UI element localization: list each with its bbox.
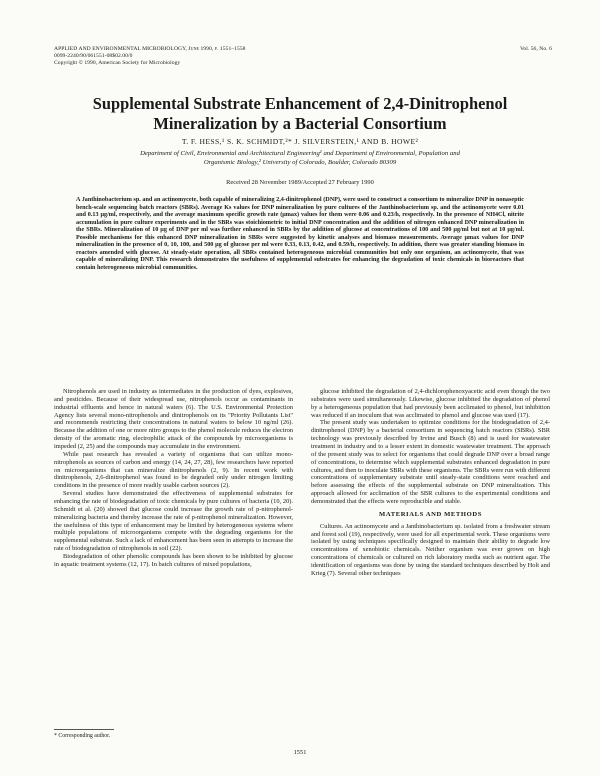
running-header — [54, 46, 552, 68]
body-paragraph: Nitrophenols are used in industry as intermediates in the production of dyes, explosives, and pesticides. Because of their widespread use, nitrophenols occur as contaminants in industrial effluents and hence in natural waters (6). The U.S. Environmental Protection Agency lists several mono-nitrophenols and dinitrophenols on its "Priority Pollutants List" and recommends restricting their concentrations in natural waters to below 10 ng/ml (26). Because the addition of one or more nitro groups to the phenol molecule reduces the electron density of the aromatic ring, electrophilic attack of the compounds by microorganisms is impeded (2, 25) and the compounds may accumulate in the environment. — [54, 388, 293, 451]
copyright-line: Copyright © 1990, American Society for Microbiology — [54, 60, 181, 67]
section-heading: MATERIALS AND METHODS — [379, 510, 482, 518]
body-paragraph: glucose inhibited the degradation of 2,4-dichlorophenoxyacetic acid even though the two substrates were used simultaneously. Likewise, glucose inhibited the degradation of phenol by a heterogeneous population that had previously been acclimated to phenol, but inhibition was reduced if an inoculum that was acclimated to phenol and glucose was used (17). — [311, 388, 550, 419]
methods-paragraph: Cultures. An actinomycete and a Janthinobacterium sp. isolated from a freshwater stream and forest soil (19), respectively, were used for all experimental work. These organisms were isolated by using techniques specifically designed to maintain their ability to degrade low concentrations of xenobiotic chemicals. Neither organism was ever grown on high concentrations of chemicals or cultured on rich laboratory media such as nutrient agar. The identification of organisms was done by using the standard techniques described by Holt and Krieg (7). Several other techniques — [311, 522, 550, 577]
body-paragraph: Several studies have demonstrated the effectiveness of supplemental substrates for enhancing the rate of biodegradation of toxic chemicals by pure cultures of bacteria (10, 20). Schmidt et al. (20) showed that glucose could increase the growth rate of p-nitrophenol-mineralizing bacteria and thereby increase the rate of p-nitrophenol mineralization. However, the usefulness of this type of enhancement may be limited by heterogeneous systems where multiple populations of microorganisms compete with the degrading organisms for the supplemental substrate. Such a lack of enhancement has been seen in attempts to increase the rate of biodegradation of nitrophenols in soil (22). — [54, 490, 293, 553]
affiliation-line-1: Department of Civil, Environmental and Architectural Engineering¹ and Department of Environmental, Population and — [140, 150, 460, 157]
right-text-column — [311, 388, 550, 578]
abstract: A Janthinobacterium sp. and an actinomycete, both capable of mineralizing 2,4-dinitrophenol (DNP), were used to construct a consortium to mineralize DNP in nonaseptic bench-scale sequencing batch reactors (SBRs). Average Ks values for DNP mineralization by pure cultures of the Janthinobacterium sp. and the actinomycete were 0.01 and 0.13 µg/ml, respectively, and the average maximum specific growth rate (µmax) values for them were 0.06 and 0.23/h, respectively. In the presence of NH4Cl, nitrite accumulation in pure culture experiments and in the SBRs was stoichiometric to initial DNP concentration and the addition of nitrogen enhanced DNP mineralization in the SBRs. Mineralization of 10 µg of DNP per ml was further enhanced in SBRs by the addition of glucose at concentrations of 100 and 500 µg/ml but not at 10 µg/ml. Possible mechanisms for this enhanced DNP mineralization in SBRs were suggested by kinetic analyses and biomass measurements. Average µmax values for DNP mineralization in the presence of 0, 10, 100, and 500 µg of glucose per ml were 0.33, 0.13, 0.42, and 0.59/h, respectively. In addition, there was greater standing biomass in reactors amended with glucose. At steady-state operation, all SBRs contained heterogeneous microbial communities but only one organism, an actinomycete, that was capable of mineralizing DNP. This research demonstrates the usefulness of supplemental substrates for enhancing the degradation of toxic chemicals in bioreactors that contain heterogeneous microbial communities. — [76, 197, 524, 271]
body-paragraph: Biodegradation of other phenolic compounds has been shown to be inhibited by glucose in aquatic treatment systems (12, 17). In batch cultures of mixed populations, — [54, 553, 293, 568]
page-number: 1551 — [293, 749, 307, 756]
article-title — [60, 94, 540, 133]
left-text-column — [54, 388, 293, 569]
affiliations — [60, 150, 540, 167]
footnote: * Corresponding author. — [54, 733, 111, 739]
received-dates: Received 28 November 1989/Accepted 27 February 1990 — [226, 179, 374, 186]
author-list: T. F. HESS,¹ S. K. SCHMIDT,²* J. SILVERSTEIN,¹ AND B. HOWE² — [181, 137, 419, 146]
body-paragraph: The present study was undertaken to optimize conditions for the biodegradation of 2,4-dinitrophenol (DNP) by a bacterial consortium in sequencing batch reactors (SBRs). SBR technology was previously described by Irvine and Busch (8) and is used for wastewater treatment in industry and to a lesser extent in domestic wastewater treatment. The approach of the present study was to select for organisms that could degrade DNP over a broad range of concentrations, to determine which supplemental substrates enhanced degradation in pure cultures, and then to inoculate SBRs with these organisms. The SBRs were run with different concentrations of supplementary substrate until steady-state conditions were reached and before assessing the effects of the supplemental substrate on DNP mineralization. This approach allowed for acclimation of the SBR cultures to the experimental conditions and demonstrated that the effects were reproducible and stable. — [311, 419, 550, 506]
article-code: 0099-2240/90/061551-08$02.00/0 — [54, 53, 133, 60]
volume-issue: Vol. 56, No. 6 — [520, 46, 552, 52]
title-line-2: Mineralization by a Bacterial Consortium — [153, 113, 447, 133]
affiliation-line-2: Organismic Biology,² University of Colorado, Boulder, Colorado 80309 — [203, 158, 397, 166]
title-line-1: Supplemental Substrate Enhancement of 2,4-Dinitrophenol — [92, 94, 508, 113]
body-paragraph: While past research has revealed a variety of organisms that can utilize mono-nitrophenols as sources of carbon and energy (14, 24, 27, 28), few researchers have reported on microorganisms that can mineralize dinitrophenols (2, 9). In recent work with dinitrophenols, 2,6-dinitrophenol was found to be degraded only under nitrogen limiting conditions in the presence of more readily usable carbon sources (2). — [54, 450, 293, 490]
journal-citation: APPLIED AND ENVIRONMENTAL MICROBIOLOGY, June 1990, p. 1551–1558 — [54, 46, 246, 52]
footnote-rule — [54, 729, 114, 730]
